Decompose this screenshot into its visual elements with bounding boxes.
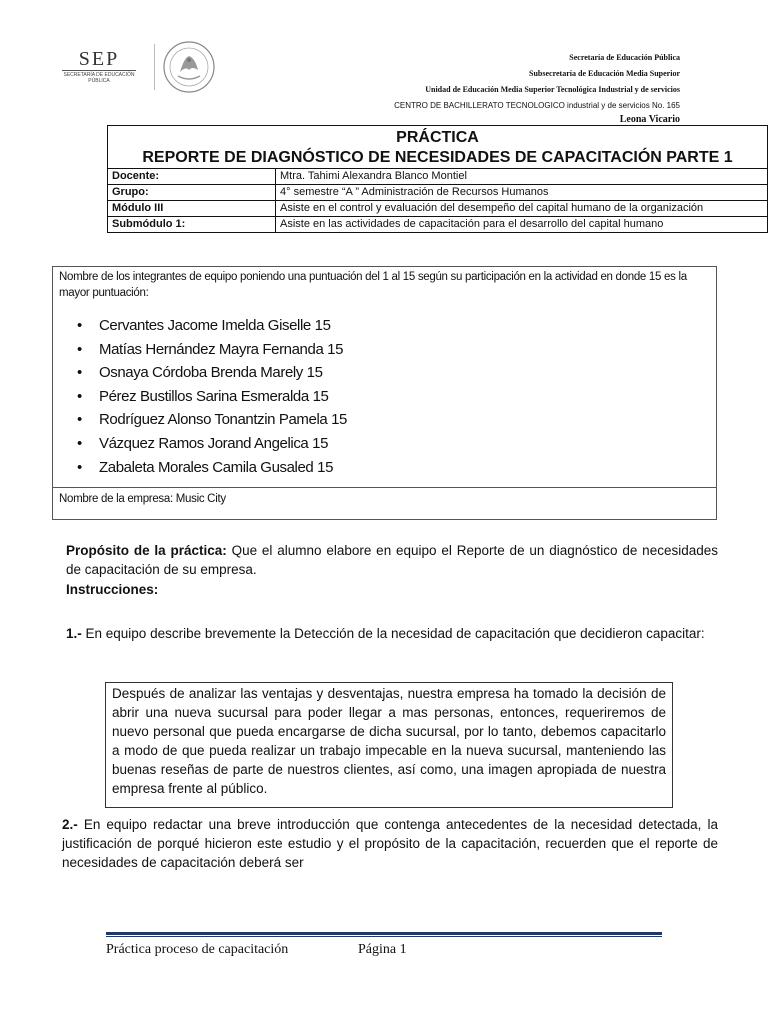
practice-title: PRÁCTICA bbox=[396, 129, 479, 146]
table-row bbox=[108, 185, 768, 201]
row-value-docente: Mtra. Tahimi Alexandra Blanco Montiel bbox=[276, 169, 768, 185]
row-value-submodulo: Asiste en las actividades de capacitación para el desarrollo del capital humano bbox=[276, 217, 768, 233]
sep-logo-subtitle: SECRETARÍA DE EDUCACIÓN PÚBLICA bbox=[63, 72, 135, 84]
list-item: • Osnaya Córdoba Brenda Marely 15 bbox=[77, 361, 347, 385]
members-intro: Nombre de los integrantes de equipo poniendo una puntuación del 1 al 15 según su participación en la actividad en donde 15 es la mayor puntuación: bbox=[59, 271, 687, 299]
list-item: • Vázquez Ramos Jorand Angelica 15 bbox=[77, 432, 347, 456]
members-list bbox=[77, 314, 347, 479]
logo-divider bbox=[154, 44, 155, 90]
institution-header bbox=[280, 50, 680, 126]
mexico-seal-icon bbox=[162, 40, 216, 94]
instructions-heading: Instrucciones: bbox=[66, 582, 159, 597]
row-label-modulo: Módulo III bbox=[108, 201, 276, 217]
question-2 bbox=[62, 815, 718, 872]
purpose-text: Que el alumno elabore en equipo el Reporte de un diagnóstico de necesidades de capacitación de su empresa. bbox=[66, 543, 718, 577]
question-1 bbox=[66, 624, 718, 643]
list-item: • Rodríguez Alonso Tonantzin Pamela 15 bbox=[77, 408, 347, 432]
row-value-grupo: 4° semestre “A ” Administración de Recursos Humanos bbox=[276, 185, 768, 201]
row-label-grupo: Grupo: bbox=[108, 185, 276, 201]
table-row bbox=[108, 169, 768, 185]
row-value-modulo: Asiste en el control y evaluación del desempeño del capital humano de la organización bbox=[276, 201, 768, 217]
practice-title-cell bbox=[108, 126, 768, 169]
question-2-text: En equipo redactar una breve introducción que contenga antecedentes de la necesidad detectada, la justificación de porqué hicieron este estudio y el propósito de la capacitación, recuerden que el reporte de necesidades de capacitación deberá ser bbox=[62, 817, 718, 870]
footer-rule-thin bbox=[106, 936, 662, 937]
table-row bbox=[108, 217, 768, 233]
question-1-text: En equipo describe brevemente la Detección de la necesidad de capacitación que decidieron capacitar: bbox=[81, 626, 705, 641]
list-item: • Matías Hernández Mayra Fernanda 15 bbox=[77, 338, 347, 362]
header-line-1: Secretaría de Educación Pública bbox=[569, 53, 680, 62]
purpose-paragraph bbox=[66, 541, 718, 579]
footer-rule-thick bbox=[106, 932, 662, 935]
question-2-number: 2.- bbox=[62, 817, 78, 832]
header-line-2: Subsecretaría de Educación Media Superior bbox=[529, 69, 680, 78]
purpose-label: Propósito de la práctica: bbox=[66, 543, 227, 558]
list-item: • Pérez Bustillos Sarina Esmeralda 15 bbox=[77, 385, 347, 409]
members-divider bbox=[53, 487, 716, 488]
company-name: Nombre de la empresa: Music City bbox=[59, 493, 226, 505]
answer-text: Después de analizar las ventajas y desventajas, nuestra empresa ha tomado la decisión de abrir una nueva sucursal para poder llegar a mas personas, entonces, requeriremos de nuevo personal que pueda encargarse de dicha sucursal, por lo tanto, debemos capacitarlo a modo de que pueda realizar un trabajo impecable en la nueva sucursal, manteniendo las buenas reseñas de parte de nuestros clientes, así como, una imagen apropiada de nuestra empresa frente al público. bbox=[112, 686, 666, 796]
header-line-4: CENTRO DE BACHILLERATO TECNOLOGICO industrial y de servicios No. 165 bbox=[394, 101, 680, 110]
header-line-5: Leona Vicario bbox=[619, 114, 680, 125]
sep-logo bbox=[58, 48, 140, 94]
practice-subtitle: REPORTE DE DIAGNÓSTICO DE NECESIDADES DE CAPACITACIÓN PARTE 1 bbox=[142, 149, 733, 166]
row-label-docente: Docente: bbox=[108, 169, 276, 185]
page-number: Página 1 bbox=[358, 942, 407, 957]
answer-box bbox=[105, 682, 673, 808]
table-row bbox=[108, 201, 768, 217]
list-item: • Zabaleta Morales Camila Gusaled 15 bbox=[77, 456, 347, 480]
list-item: • Cervantes Jacome Imelda Giselle 15 bbox=[77, 314, 347, 338]
sep-logo-rule bbox=[62, 70, 136, 71]
row-label-submodulo: Submódulo 1: bbox=[108, 217, 276, 233]
footer-title: Práctica proceso de capacitación bbox=[106, 942, 289, 957]
sep-logo-text: SEP bbox=[78, 48, 120, 70]
team-members-box bbox=[52, 266, 717, 520]
header-line-3: Unidad de Educación Media Superior Tecnológica Industrial y de servicios bbox=[425, 85, 680, 94]
question-1-number: 1.- bbox=[66, 626, 82, 641]
practice-info-table bbox=[107, 125, 768, 233]
